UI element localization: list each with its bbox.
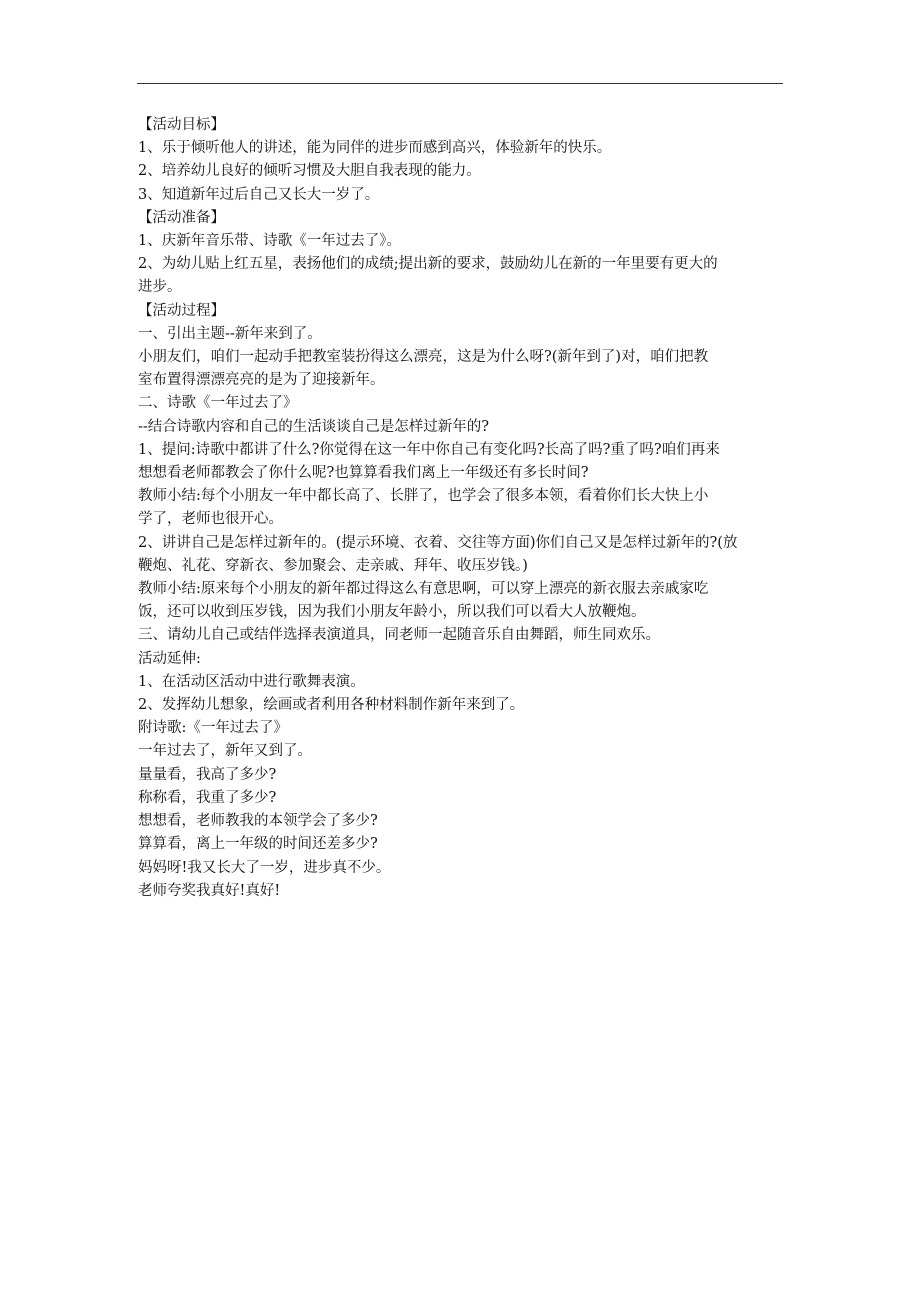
paragraph-line: 1、提问:诗歌中都讲了什么?你觉得在这一年中你自己有变化吗?长高了吗?重了吗?咱们再来 xyxy=(138,441,720,458)
poem-line: 想想看，老师教我的本领学会了多少? xyxy=(138,813,378,830)
paragraph-line: 小朋友们，咱们一起动手把教室装扮得这么漂亮，这是为什么呀?(新年到了)对，咱们把教 xyxy=(138,349,709,366)
poem-line: 算算看，离上一年级的时间还差多少? xyxy=(138,836,378,853)
section-heading-preparation: 【活动准备】 xyxy=(138,209,225,226)
preparation-item-2: 2、为幼儿贴上红五星，表扬他们的成绩;提出新的要求，鼓励幼儿在新的一年里要有更大的 xyxy=(138,256,718,273)
poem-line: 妈妈呀!我又长大了一岁，进步真不少。 xyxy=(138,859,391,876)
extension-item-1: 1、在活动区活动中进行歌舞表演。 xyxy=(138,673,365,690)
paragraph-line: --结合诗歌内容和自己的生活谈谈自己是怎样过新年的? xyxy=(138,418,490,435)
section-heading-goals: 【活动目标】 xyxy=(138,117,225,133)
preparation-item-2-cont: 进步。 xyxy=(138,279,182,296)
process-step-1: 一、引出主题--新年来到了。 xyxy=(138,325,322,342)
poem-title: 附诗歌:《一年过去了》 xyxy=(138,720,288,737)
paragraph-line: 想想看老师都教会了你什么呢?也算算看我们离上一年级还有多长时间? xyxy=(138,465,589,482)
paragraph-line: 室布置得漂漂亮亮的是为了迎接新年。 xyxy=(138,372,385,389)
poem-line: 一年过去了，新年又到了。 xyxy=(138,743,312,760)
document-body xyxy=(138,114,786,903)
paragraph-line: 教师小结:原来每个小朋友的新年都过得这么有意思啊，可以穿上漂亮的新衣服去亲戚家吃 xyxy=(138,581,709,598)
process-step-3: 三、请幼儿自己或结伴选择表演道具，同老师一起随音乐自由舞蹈，师生同欢乐。 xyxy=(138,627,660,644)
preparation-item-1: 1、庆新年音乐带、诗歌《一年过去了》。 xyxy=(138,233,401,250)
process-step-2: 二、诗歌《一年过去了》 xyxy=(138,395,298,412)
paragraph-line: 2、讲讲自己是怎样过新年的。(提示环境、衣着、交往等方面)你们自己又是怎样过新年的?(放 xyxy=(138,534,738,551)
paragraph-line: 教师小结:每个小朋友一年中都长高了、长胖了，也学会了很多本领，看着你们长大快上小 xyxy=(138,488,709,505)
paragraph-line: 饭，还可以收到压岁钱，因为我们小朋友年龄小，所以我们可以看大人放鞭炮。 xyxy=(138,604,646,621)
extension-item-2: 2、发挥幼儿想象，绘画或者利用各种材料制作新年来到了。 xyxy=(138,697,525,714)
goal-item-3: 3、知道新年过后自己又长大一岁了。 xyxy=(138,186,380,203)
goal-item-2: 2、培养幼儿良好的倾听习惯及大胆自我表现的能力。 xyxy=(138,163,481,180)
goal-item-1: 1、乐于倾听他人的讲述，能为同伴的进步而感到高兴，体验新年的快乐。 xyxy=(138,140,612,157)
section-heading-process: 【活动过程】 xyxy=(138,302,225,319)
poem-line: 称称看，我重了多少? xyxy=(138,789,277,806)
paragraph-line: 鞭炮、礼花、穿新衣、参加聚会、走亲戚、拜年、收压岁钱。) xyxy=(138,557,528,574)
poem-line: 老师夸奖我真好!真好! xyxy=(138,882,281,899)
header-rule xyxy=(137,83,783,84)
section-heading-extension: 活动延伸: xyxy=(138,650,201,667)
poem-line: 量量看，我高了多少? xyxy=(138,766,277,783)
paragraph-line: 学了，老师也很开心。 xyxy=(138,511,283,528)
